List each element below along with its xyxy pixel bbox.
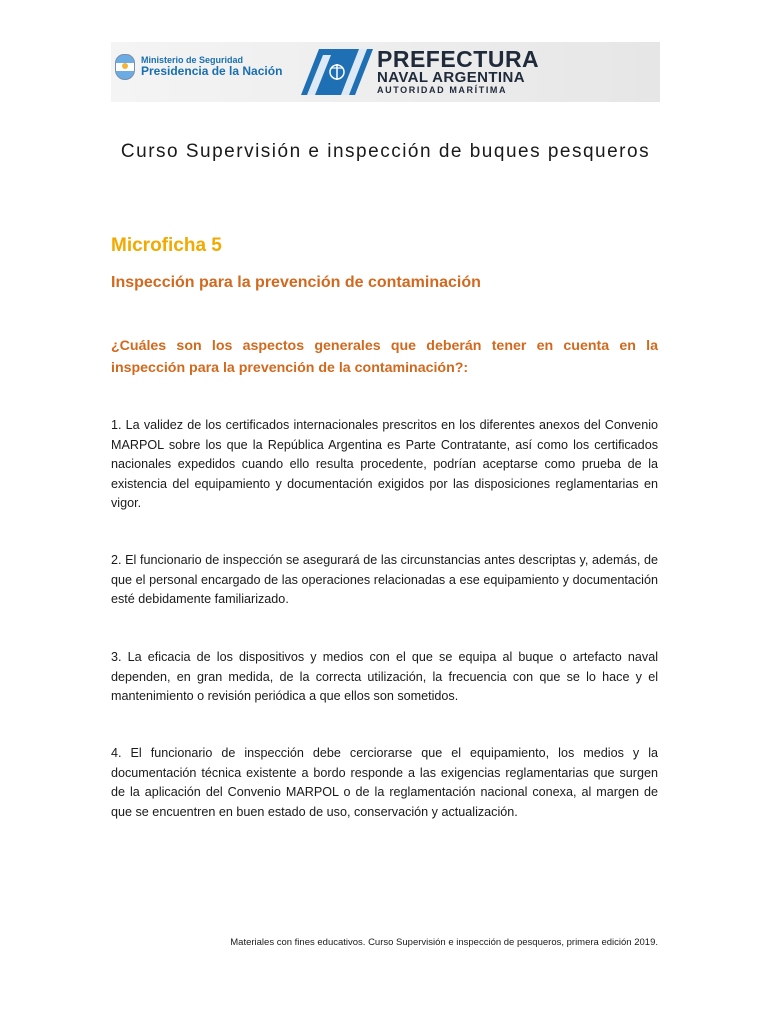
section-title: Inspección para la prevención de contaminación — [111, 274, 481, 291]
ministry-logo — [115, 54, 282, 80]
microficha-heading: Microficha 5 — [111, 235, 222, 256]
paragraph-3: 3. La eficacia de los dispositivos y medios con el que se equipa al buque o artefacto naval dependen, en gran medida, de la correcta utilización, la frecuencia con que se lo hace y el mantenimiento o revisión periódica a que ellos son sometidos. — [111, 650, 658, 703]
paragraph-4: 4. El funcionario de inspección debe cerciorarse que el equipamiento, los medios y la documentación técnica existente a bordo responde a las exigencias reglamentarias que surgen de la aplicación del Convenio MARPOL o de la reglamentación nacional conexa, al margen de que se encuentren en buen estado de uso, conservación y actualización. — [111, 746, 658, 819]
footer-note: Materiales con fines educativos. Curso Supervisión e inspección de pesqueros, primera edición 2019. — [230, 937, 658, 948]
prefectura-title: PREFECTURA — [377, 46, 540, 73]
prefectura-logo — [301, 46, 540, 96]
presidency-name: Presidencia de la Nación — [141, 64, 283, 79]
paragraph-2: 2. El funcionario de inspección se asegurará de las circunstancias antes descriptas y, además, de que el personal encargado de las operaciones relacionadas a ese equipamiento y documentación esté debidamente familiarizado. — [111, 553, 658, 606]
ministry-name: Ministerio de Seguridad — [141, 54, 244, 65]
argentina-shield-icon — [115, 54, 135, 80]
header-banner — [111, 42, 660, 102]
question-heading: ¿Cuáles son los aspectos generales que deberán tener en cuenta en la inspección para la prevención de la contaminación?: — [111, 338, 658, 376]
paragraph-1: 1. La validez de los certificados internacionales prescritos en los diferentes anexos del Convenio MARPOL sobre los que la República Argentina es Parte Contratante, así como los certificados nacionales expedidos cuando ello resulta procedente, podrían aceptarse como prueba de la existencia del equipamiento y documentación exigidos por las disposiciones reglamentarias en vigor. — [111, 418, 658, 510]
naval-argentina-title: NAVAL ARGENTINA — [377, 69, 525, 87]
course-title: Curso Supervisión e inspección de buques pesqueros — [120, 141, 651, 162]
prefectura-emblem-icon — [301, 49, 373, 95]
autoridad-maritima-title: AUTORIDAD MARÍTIMA — [377, 85, 508, 96]
